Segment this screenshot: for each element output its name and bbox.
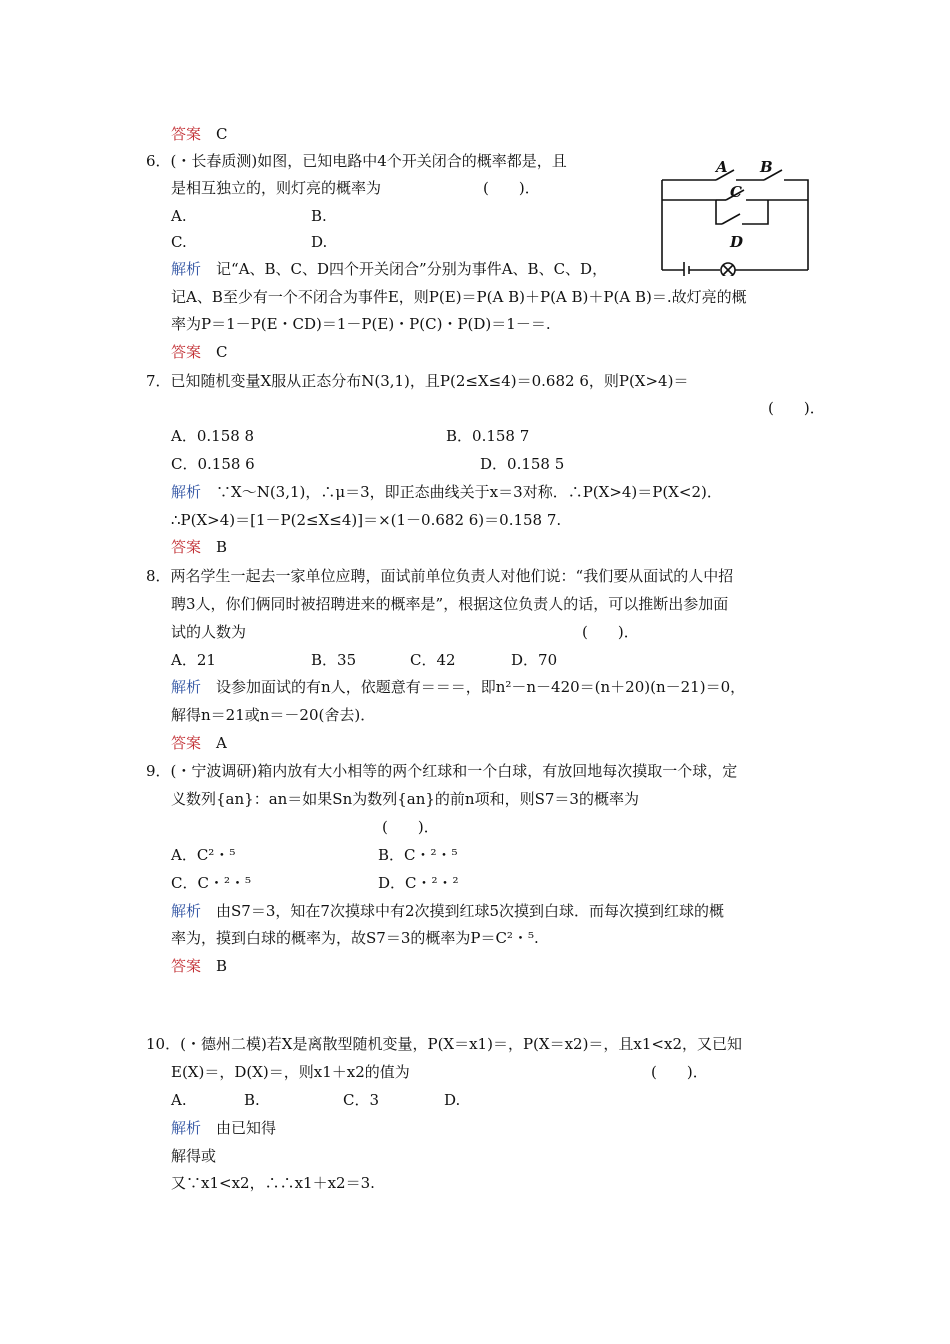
q9-solution-line1 [171, 901, 724, 921]
q7-solution-line2: ∴P(X>4)＝[1－P(2≤X≤4)]＝×(1－0.682 6)＝0.158 7. [171, 511, 562, 529]
q7-stem-line1: 7．已知随机变量X服从正态分布N(3,1)，且P(2≤X≤4)＝0.682 6，则P(X>4)＝ [146, 372, 689, 390]
answer-label: 答案 [171, 734, 202, 752]
answer-label: 答案 [171, 343, 202, 361]
q9-solution-text1: 由S7＝3，知在7次摸球中有2次摸到红球5次摸到白球．而每次摸到红球的概 [216, 902, 725, 920]
q9-paren: ( )． [382, 818, 439, 836]
q6-option-d: D. [311, 233, 328, 251]
q10-solution-text1: 由已知得 [216, 1119, 277, 1137]
q10-option-d: D. [444, 1091, 461, 1109]
q8-stem-line3: 试的人数为 [171, 623, 247, 641]
q10-option-a: A. [171, 1091, 187, 1109]
solution-label: 解析 [171, 1119, 202, 1137]
q10-solution-line1 [171, 1118, 276, 1138]
q8-option-a: A．21 [171, 651, 216, 669]
q9-stem-line2: 义数列{an}：an＝如果Sn为数列{an}的前n项和，则S7＝3的概率为 [171, 790, 639, 808]
q9-option-a: A．C²・⁵ [171, 846, 236, 864]
q8-option-b: B．35 [311, 651, 357, 669]
q8-option-c: C．42 [410, 651, 456, 669]
q8-answer-line [171, 733, 227, 753]
q6-paren: ( )． [483, 179, 540, 197]
q10-solution-line2: 解得或 [171, 1147, 217, 1165]
q8-solution-line1 [171, 677, 745, 697]
circuit-d-branch-return [742, 200, 768, 224]
q8-stem-line1: 8．两名学生一起去一家单位应聘，面试前单位负责人对他们说：“我们要从面试的人中招 [146, 567, 734, 585]
q7-option-d: D．0.158 5 [480, 455, 565, 473]
q6-answer-line [171, 342, 228, 362]
q10-stem-line1: 10．(・德州二模)若X是离散型随机变量，P(X＝x1)＝，P(X＝x2)＝，且x1<x2，又已知 [146, 1035, 743, 1053]
q8-paren: ( )． [582, 623, 639, 641]
q5-answer-line [171, 124, 228, 144]
q6-option-c: C. [171, 233, 187, 251]
q7-answer-value: B [216, 538, 228, 556]
q8-solution-text1: 设参加面试的有n人，依题意有＝＝＝，即n²－n－420＝(n＋20)(n－21)＝0， [216, 678, 746, 696]
q9-option-b: B．C・²・⁵ [378, 846, 458, 864]
q8-answer-value: A [216, 734, 227, 752]
q7-solution-text1: ∵X～N(3,1)，∴μ＝3，即正态曲线关于x＝3对称．∴P(X>4)＝P(X<2)． [216, 483, 722, 501]
q9-option-c: C．C・²・⁵ [171, 874, 251, 892]
q6-stem-line1: 6．(・长春质测)如图，已知电路中4个开关闭合的概率都是，且 [146, 152, 567, 170]
q9-answer-value: B [216, 957, 228, 975]
q6-solution-text1: 记“A、B、C、D四个开关闭合”分别为事件A、B、C、D， [216, 260, 608, 278]
q8-stem-line2: 聘3人，你们俩同时被招聘进来的概率是”，根据这位负责人的话，可以推断出参加面 [171, 595, 729, 613]
answer-label: 答案 [171, 538, 202, 556]
q6-stem-line2: 是相互独立的，则灯亮的概率为 [171, 179, 382, 197]
answer-label: 答案 [171, 125, 202, 143]
q6-answer-value: C [216, 343, 228, 361]
q10-stem-line2: E(X)＝，D(X)＝，则x1＋x2的值为 [171, 1063, 410, 1081]
circuit-d-branch-wire [716, 200, 722, 224]
switch-d-label: D [730, 233, 744, 251]
q6-option-b: B. [311, 207, 327, 225]
q5-answer-value: C [216, 125, 228, 143]
q10-option-c: C．3 [343, 1091, 380, 1109]
q7-paren: ( )． [768, 399, 825, 417]
q8-solution-line2: 解得n＝21或n＝－20(舍去)． [171, 706, 376, 724]
q9-solution-line2: 率为，摸到白球的概率为，故S7＝3的概率为P＝C²・⁵. [171, 929, 539, 947]
solution-label: 解析 [171, 678, 202, 696]
q8-option-d: D．70 [511, 651, 558, 669]
circuit-diagram [656, 152, 816, 276]
q9-option-d: D．C・²・² [378, 874, 459, 892]
q10-solution-line3: 又∵x1<x2，∴∴x1＋x2＝3. [171, 1174, 375, 1192]
q6-solution-line2: 记A、B至少有一个不闭合为事件E，则P(E)＝P(A B)＋P(A B)＋P(A B)＝.故灯亮的概 [171, 288, 747, 306]
q9-stem-line1: 9．(・宁波调研)箱内放有大小相等的两个红球和一个白球，有放回地每次摸取一个球，定 [146, 762, 738, 780]
switch-b-label: B [760, 158, 773, 176]
solution-label: 解析 [171, 483, 202, 501]
q6-solution-line1 [171, 259, 607, 279]
q9-answer-line [171, 956, 227, 976]
switch-d [722, 214, 740, 224]
q7-answer-line [171, 537, 227, 557]
q10-paren: ( )． [651, 1063, 708, 1081]
q7-solution-line1 [171, 482, 722, 502]
q7-option-c: C．0.158 6 [171, 455, 255, 473]
solution-label: 解析 [171, 902, 202, 920]
q6-option-a: A. [171, 207, 187, 225]
q10-option-b: B. [244, 1091, 260, 1109]
solution-label: 解析 [171, 260, 202, 278]
q7-option-a: A．0.158 8 [171, 427, 255, 445]
q6-solution-line3: 率为P＝1－P(E・CD)＝1－P(E)・P(C)・P(D)＝1－＝. [171, 315, 551, 333]
q7-option-b: B．0.158 7 [446, 427, 530, 445]
answer-label: 答案 [171, 957, 202, 975]
switch-a-label: A [716, 158, 728, 176]
switch-c-label: C [730, 183, 742, 201]
circuit-right-wire [784, 180, 808, 270]
